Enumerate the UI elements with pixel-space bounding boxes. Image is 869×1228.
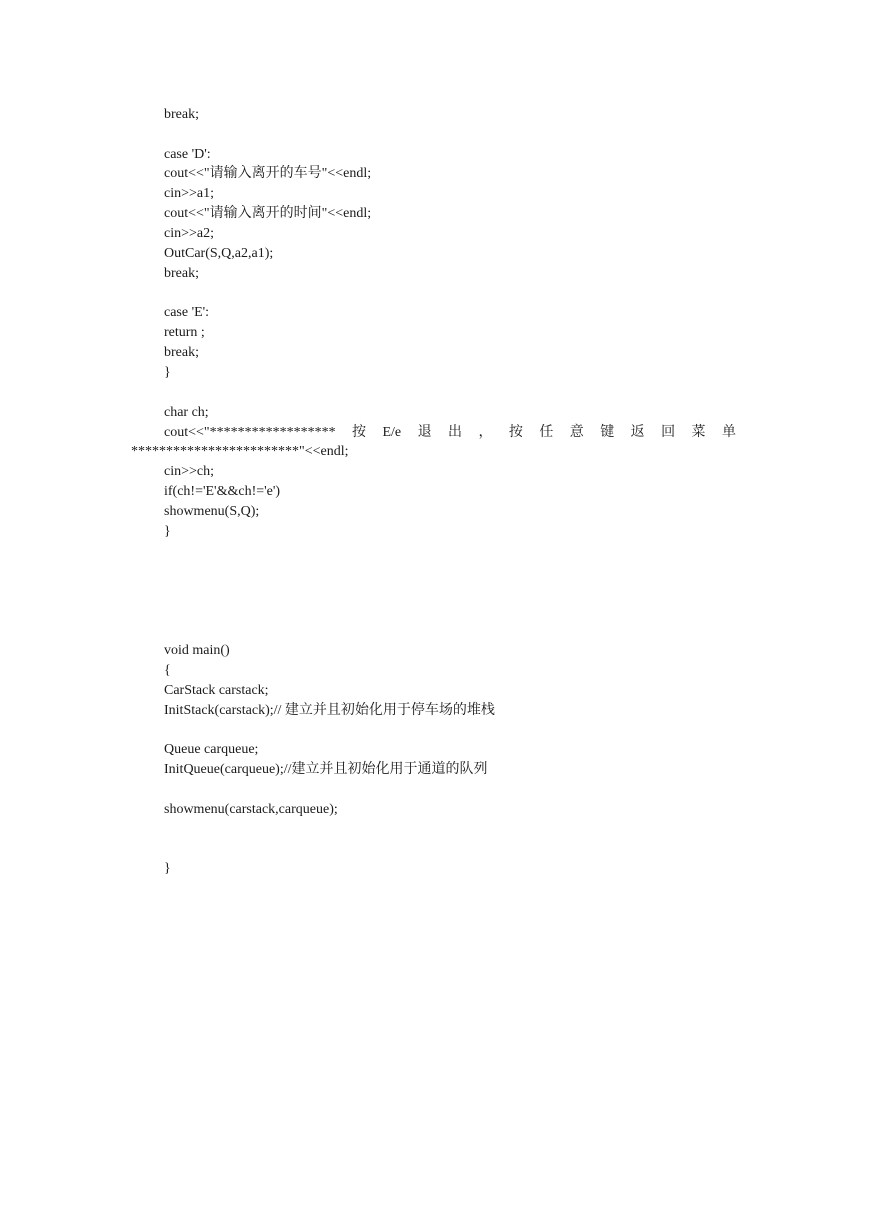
code-line: cin>>ch; bbox=[164, 464, 214, 479]
code-token: ， bbox=[478, 425, 493, 440]
code-line-justified bbox=[164, 424, 736, 442]
code-token: 意 bbox=[569, 425, 584, 440]
code-line: cout<<"请输入离开的车号"<<endl; bbox=[164, 166, 372, 181]
code-token: 任 bbox=[539, 425, 554, 440]
code-line: void main() bbox=[164, 643, 230, 658]
code-line: char ch; bbox=[164, 405, 209, 420]
code-line: showmenu(carstack,carqueue); bbox=[164, 802, 338, 817]
code-line: showmenu(S,Q); bbox=[164, 504, 260, 519]
code-line: CarStack carstack; bbox=[164, 683, 269, 698]
code-line: cin>>a2; bbox=[164, 226, 214, 241]
code-line: break; bbox=[164, 266, 199, 281]
code-line: { bbox=[164, 663, 171, 678]
code-token: 退 bbox=[417, 425, 432, 440]
code-line: cin>>a1; bbox=[164, 186, 214, 201]
code-token: 出 bbox=[448, 425, 463, 440]
code-token: 回 bbox=[661, 425, 676, 440]
code-token: 菜 bbox=[691, 425, 706, 440]
code-token: cout<<"****************** bbox=[164, 425, 336, 440]
code-line: InitStack(carstack);// 建立并且初始化用于停车场的堆栈 bbox=[164, 703, 495, 718]
code-line: } bbox=[164, 524, 171, 539]
code-line: case 'E': bbox=[164, 305, 210, 320]
code-token: 按 bbox=[508, 425, 523, 440]
code-line: case 'D': bbox=[164, 147, 211, 162]
code-line: OutCar(S,Q,a2,a1); bbox=[164, 246, 274, 261]
code-token: 按 bbox=[352, 425, 367, 440]
code-line: ************************"<<endl; bbox=[131, 444, 349, 459]
code-token: 单 bbox=[721, 425, 736, 440]
code-line: Queue carqueue; bbox=[164, 742, 259, 757]
code-line: } bbox=[164, 365, 171, 380]
code-line: cout<<"请输入离开的时间"<<endl; bbox=[164, 206, 372, 221]
code-token: 返 bbox=[630, 425, 645, 440]
code-line: } bbox=[164, 861, 171, 876]
code-token: 键 bbox=[600, 425, 615, 440]
code-line: InitQueue(carqueue);//建立并且初始化用于通道的队列 bbox=[164, 762, 488, 777]
code-line: break; bbox=[164, 345, 199, 360]
code-line: break; bbox=[164, 107, 199, 122]
code-token: E/e bbox=[382, 425, 402, 440]
code-line: if(ch!='E'&&ch!='e') bbox=[164, 484, 281, 499]
code-line: return ; bbox=[164, 325, 205, 340]
